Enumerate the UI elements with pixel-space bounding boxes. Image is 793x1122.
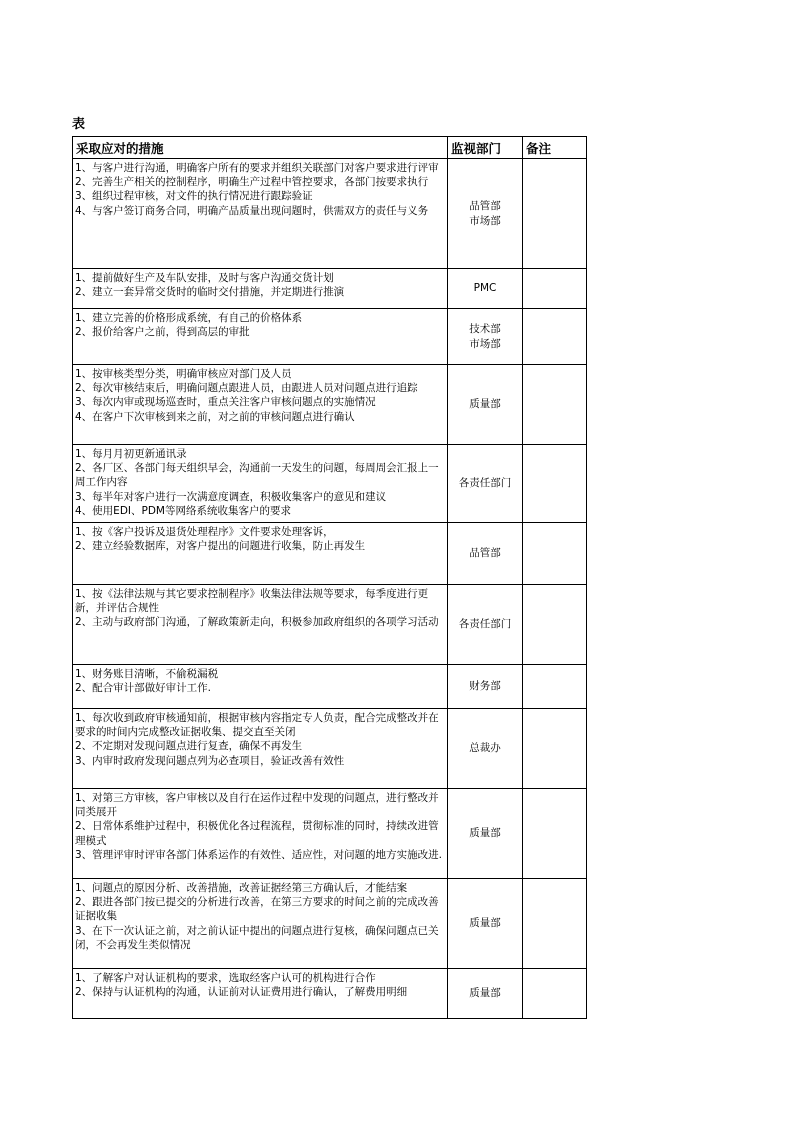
remark-cell: [523, 445, 587, 523]
measure-item: 1、与客户进行沟通，明确客户所有的要求并组织关联部门对客户要求进行评审: [75, 162, 439, 174]
remark-cell: [523, 159, 587, 269]
measure-cell: [73, 665, 448, 709]
measure-cell: [73, 789, 448, 879]
table-row: [73, 445, 587, 523]
measure-item: 1、每次收到政府审核通知前，根据审核内容指定专人负责，配合完成整改并在要求的时间内完成整改证据收集、提交直至关闭: [75, 712, 439, 739]
table-row: [73, 969, 587, 1019]
measure-item: 2、完善生产相关的控制程序，明确生产过程中管控要求，各部门按要求执行: [75, 176, 429, 189]
department-name: 总裁办: [469, 742, 501, 754]
measure-item: 2、报价给客户之前，得到高层的审批: [75, 326, 250, 339]
department-name: 质量部: [469, 917, 501, 929]
measure-item: 2、建立经验数据库，对客户提出的问题进行收集，防止再发生: [75, 540, 366, 553]
remark-cell: [523, 665, 587, 709]
measure-cell: [73, 709, 448, 789]
measure-item: 1、提前做好生产及车队安排，及时与客户沟通交货计划: [75, 272, 334, 284]
measure-item: 4、使用EDI、PDM等网络系统收集客户的要求: [75, 504, 291, 517]
measure-item: 2、每次审核结束后，明确问题点跟进人员，由跟进人员对问题点进行追踪: [75, 382, 418, 395]
table-row: [73, 523, 587, 585]
department-name: 品管部: [469, 547, 501, 559]
measure-item: 2、建立一套异常交货时的临时交付措施，并定期进行推演: [75, 286, 345, 299]
department-name: 质量部: [469, 827, 501, 839]
page-title: 表: [72, 117, 86, 132]
remark-cell: [523, 789, 587, 879]
measure-item: 1、按《法律法规与其它要求控制程序》收集法律法规等要求，每季度进行更新，并评估合规性: [75, 588, 429, 615]
department-cell: [448, 523, 523, 585]
department-name: 市场部: [469, 337, 501, 350]
header-department: 监视部门: [448, 137, 523, 159]
measure-cell: [73, 879, 448, 969]
department-cell: [448, 365, 523, 445]
measure-item: 2、保持与认证机构的沟通，认证前对认证费用进行确认，了解费用明细: [75, 986, 408, 999]
measure-cell: [73, 269, 448, 309]
header-measures: 采取应对的措施: [73, 137, 448, 159]
department-name: 各责任部门: [458, 618, 512, 630]
table-row: [73, 665, 587, 709]
measure-item: 3、组织过程审核，对文件的执行情况进行跟踪验证: [75, 190, 313, 203]
department-cell: [448, 445, 523, 523]
table-row: [73, 585, 587, 665]
remark-cell: [523, 709, 587, 789]
table-row: [73, 879, 587, 969]
measure-item: 1、对第三方审核，客户审核以及自行在运作过程中发现的问题点，进行整改并同类展开: [75, 792, 439, 819]
department-cell: [448, 709, 523, 789]
measure-item: 1、每月月初更新通讯录: [75, 448, 187, 460]
department-cell: [448, 969, 523, 1019]
department-name: 各责任部门: [458, 477, 512, 489]
measure-item: 1、财务账目清晰，不偷税漏税: [75, 668, 219, 680]
measure-item: 3、每次内审或现场巡查时，重点关注客户审核问题点的实施情况: [75, 396, 376, 409]
remark-cell: [523, 309, 587, 365]
measure-item: 2、各厂区、各部门每天组织早会，沟通前一天发生的问题，每周周会汇报上一周工作内容: [75, 462, 439, 489]
table-row: [73, 789, 587, 879]
measure-item: 1、按审核类型分类，明确审核应对部门及人员: [75, 368, 292, 380]
department-name: PMC: [473, 282, 497, 294]
department-cell: [448, 309, 523, 365]
table-row: [73, 159, 587, 269]
measure-cell: [73, 523, 448, 585]
header-remark: 备注: [523, 137, 587, 159]
measure-item: 1、建立完善的价格形成系统，有自己的价格体系: [75, 312, 303, 324]
measures-table: [72, 136, 587, 1019]
measure-cell: [73, 585, 448, 665]
measure-cell: [73, 445, 448, 523]
measure-cell: [73, 365, 448, 445]
remark-cell: [523, 269, 587, 309]
measure-item: 2、日常体系维护过程中，积极优化各过程流程，贯彻标准的同时，持续改进管理模式: [75, 820, 439, 847]
measure-item: 2、主动与政府部门沟通，了解政策新走向，积极参加政府组织的各项学习活动: [75, 616, 439, 629]
table-row: [73, 709, 587, 789]
table-header-row: [73, 137, 587, 159]
department-name: 质量部: [469, 987, 501, 999]
department-name: 质量部: [469, 398, 501, 410]
table-row: [73, 269, 587, 309]
measure-item: 3、内审时政府发现问题点列为必查项目，验证改善有效性: [75, 754, 345, 767]
department-name: 财务部: [469, 680, 501, 692]
measure-cell: [73, 969, 448, 1019]
measure-item: 1、问题点的原因分析、改善措施，改善证据经第三方确认后，才能结案: [75, 882, 408, 894]
measure-item: 2、配合审计部做好审计工作.: [75, 682, 212, 695]
remark-cell: [523, 365, 587, 445]
department-cell: [448, 879, 523, 969]
table-row: [73, 365, 587, 445]
table-row: [73, 309, 587, 365]
remark-cell: [523, 879, 587, 969]
measure-item: 2、跟进各部门按已提交的分析进行改善，在第三方要求的时间之前的完成改善证据收集: [75, 896, 439, 923]
measure-item: 3、每半年对客户进行一次满意度调查，积极收集客户的意见和建议: [75, 490, 387, 503]
measure-item: 1、了解客户对认证机构的要求，选取经客户认可的机构进行合作: [75, 972, 376, 984]
measure-item: 4、在客户下次审核到来之前，对之前的审核问题点进行确认: [75, 410, 355, 423]
department-name: 市场部: [469, 214, 501, 227]
remark-cell: [523, 969, 587, 1019]
measure-item: 3、在下一次认证之前，对之前认证中提出的问题点进行复核，确保问题点已关闭，不会再发生类似情况: [75, 924, 439, 951]
department-cell: [448, 269, 523, 309]
measure-cell: [73, 309, 448, 365]
department-name: 品管部: [469, 199, 501, 212]
measure-item: 2、不定期对发现问题点进行复查，确保不再发生: [75, 740, 303, 753]
measure-item: 3、管理评审时评审各部门体系运作的有效性、适应性，对问题的地方实施改进.: [75, 848, 443, 861]
measure-item: 1、按《客户投诉及退货处理程序》文件要求处理客诉，: [75, 526, 334, 538]
department-name: 技术部: [469, 322, 501, 335]
remark-cell: [523, 585, 587, 665]
table-body: [73, 159, 587, 1019]
department-cell: [448, 789, 523, 879]
measure-cell: [73, 159, 448, 269]
department-cell: [448, 665, 523, 709]
remark-cell: [523, 523, 587, 585]
department-cell: [448, 159, 523, 269]
measure-item: 4、与客户签订商务合同，明确产品质量出现问题时，供需双方的责任与义务: [75, 204, 429, 217]
department-cell: [448, 585, 523, 665]
